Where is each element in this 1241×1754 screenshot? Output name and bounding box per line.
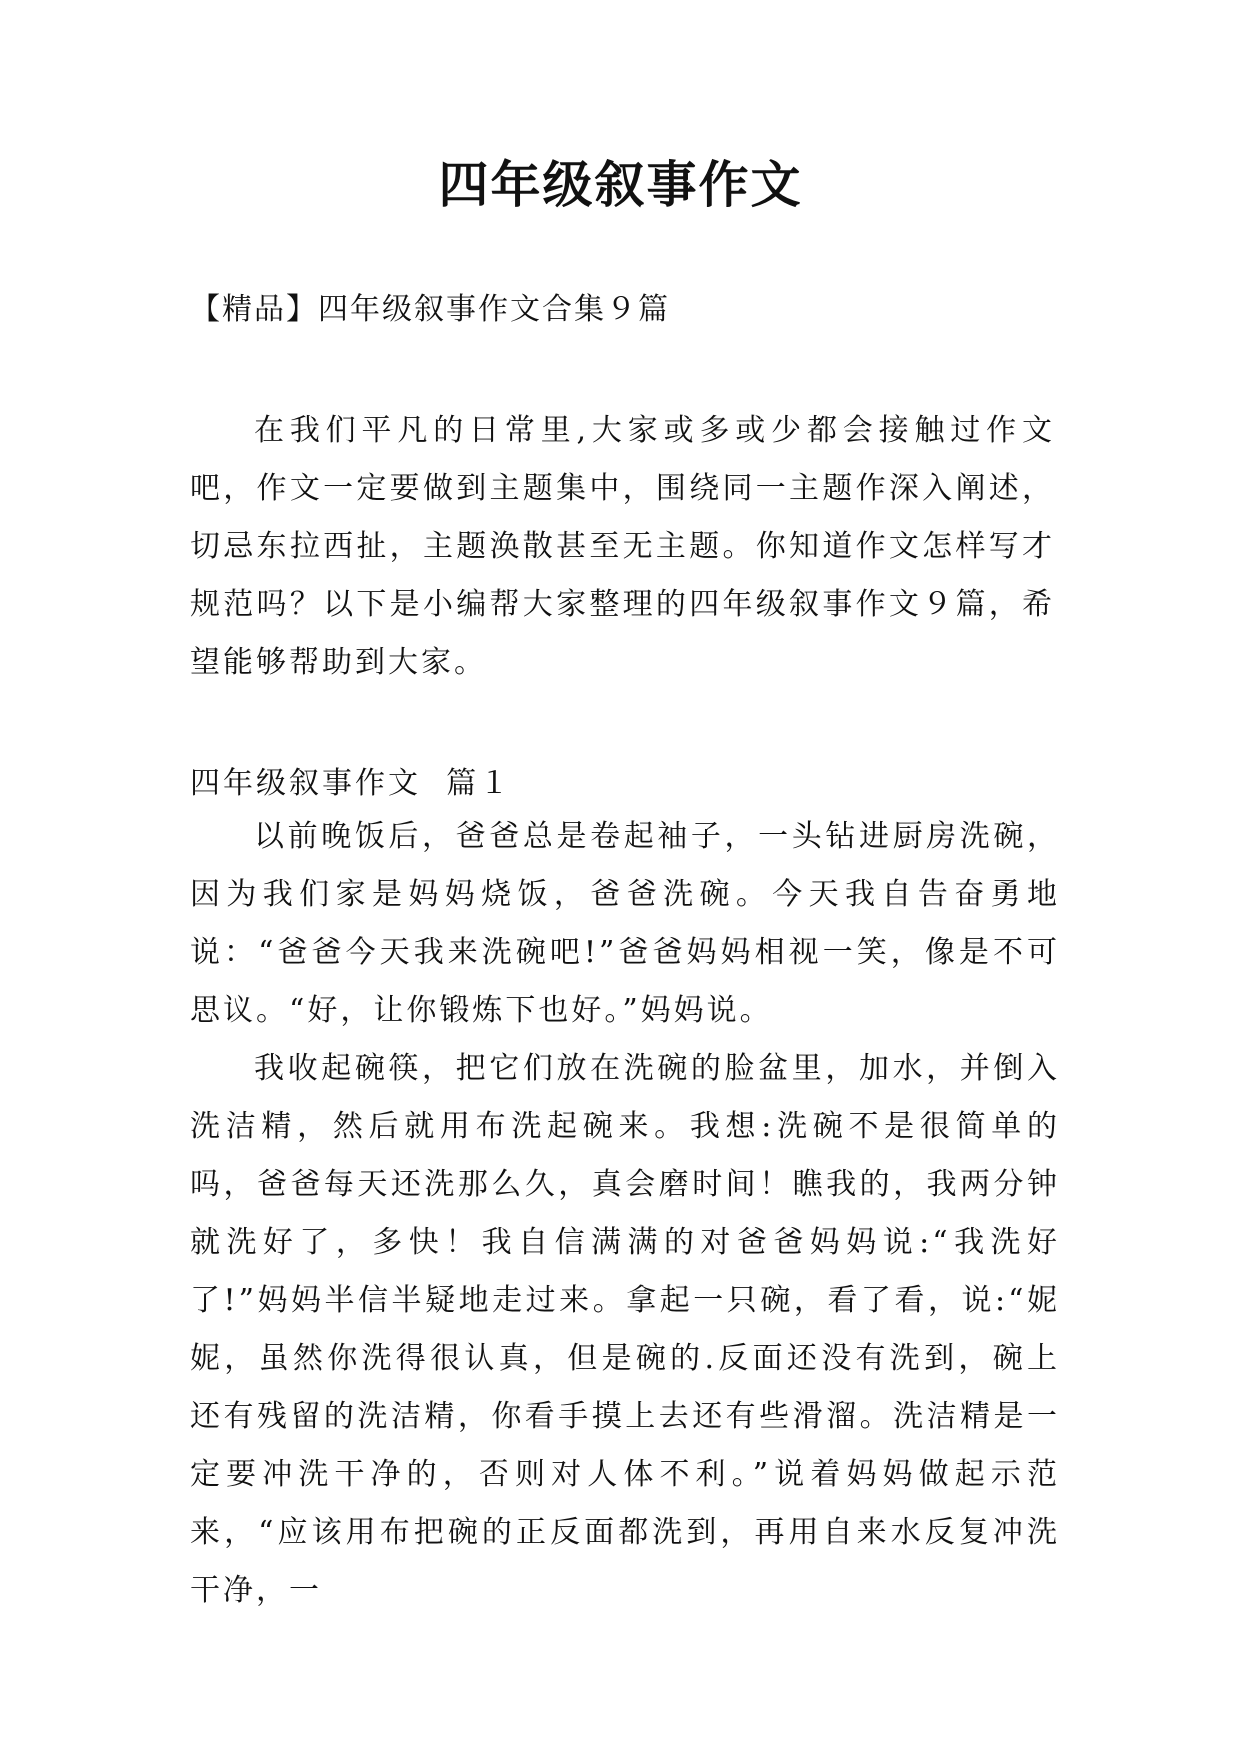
section-heading: 四年级叙事作文 篇１ (190, 766, 513, 801)
body-paragraph: 我收起碗筷，把它们放在洗碗的脸盆里，加水，并倒入洗洁精，然后就用布洗起碗来。我想:洗碗不是很简单的吗，爸爸每天还洗那么久，真会磨时间！瞧我的，我两分钟就洗好了，多快！我自信满满的对爸爸妈妈说:“我洗好了!”妈妈半信半疑地走过来。拿起一只碗，看了看，说:“妮妮，虽然你洗得很认真，但是碗的.反面还没有洗到，碗上还有残留的洗洁精，你看手摸上去还有些滑溜。洗洁精是一定要冲洗干净的，否则对人体不利。”说着妈妈做起示范来，“应该用布把碗的正反面都洗到，再用自来水反复冲洗干净，一 (190, 1051, 1060, 1608)
document-subtitle: 【精品】四年级叙事作文合集９篇 (190, 292, 670, 327)
document-title: 四年级叙事作文 (438, 155, 803, 214)
body-paragraph: 以前晚饭后，爸爸总是卷起袖子，一头钻进厨房洗碗，因为我们家是妈妈烧饭，爸爸洗碗。今天我自告奋勇地说：“爸爸今天我来洗碗吧!”爸爸妈妈相视一笑，像是不可思议。“好，让你锻炼下也好。”妈妈说。 (190, 819, 1060, 1028)
intro-paragraph: 在我们平凡的日常里,大家或多或少都会接触过作文吧，作文一定要做到主题集中，围绕同一主题作深入阐述，切忌东拉西扯，主题涣散甚至无主题。你知道作文怎样写才规范吗？以下是小编帮大家整理的四年级叙事作文９篇，希望能够帮助到大家。 (190, 413, 1055, 680)
essay-body (190, 808, 1060, 1620)
